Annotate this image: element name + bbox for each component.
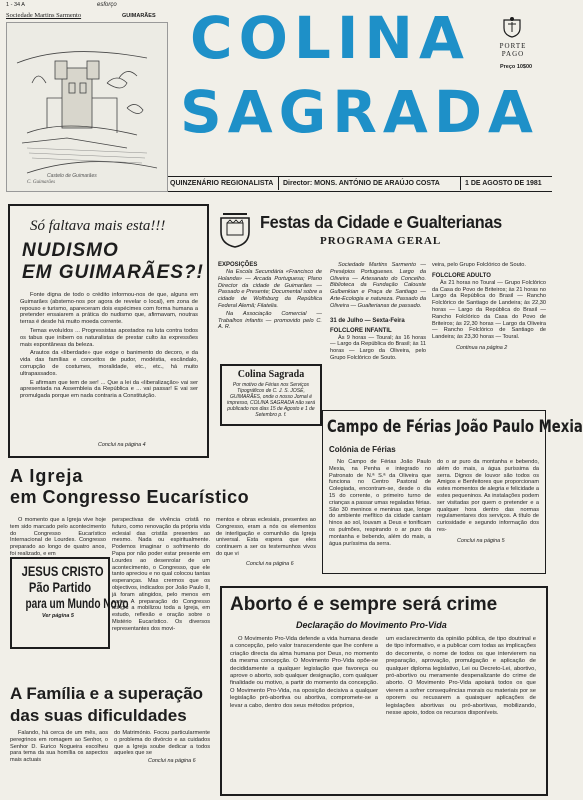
campo-article	[322, 410, 583, 574]
igreja-col-1	[10, 517, 106, 558]
familia-continue: Conclui na página 6	[148, 758, 196, 765]
city-label: GUIMARÃES	[122, 13, 156, 19]
festas-col3-top: veira, pelo Grupo Folclórico de Souto.	[432, 262, 526, 268]
title-line-2: SAGRADA	[180, 78, 539, 146]
festas-subhead: PROGRAMA GERAL	[320, 235, 442, 247]
corner-note: 1 - 34 A	[6, 2, 25, 8]
coat-of-arms-icon	[502, 16, 522, 38]
festas-col-1	[218, 262, 322, 332]
festas-col-3	[432, 262, 546, 352]
society-stamp: Sociedade Martins Sarmento	[6, 12, 82, 19]
igreja-continue: Conclui na página 6	[246, 560, 294, 567]
familia-col-2	[114, 730, 210, 765]
festas-col-2	[330, 262, 426, 363]
aborto-article	[220, 586, 548, 796]
jesus-line-3: para um Mundo Novo	[25, 595, 129, 611]
porte-line-1: PORTE	[499, 42, 527, 50]
igreja-col-2	[112, 517, 210, 633]
issue-date: 1 DE AGOSTO DE 1981	[460, 177, 542, 190]
aborto-subhead: Declaração do Movimento Pro-Vida	[296, 620, 447, 630]
nudism-article	[8, 204, 209, 458]
nudism-p2: Temas evoluídos ... Progressistas apostados na luta contra todos os tabus que inibem os naturalistas de prestar culto às expressões mais espontâneas da beleza.	[20, 327, 198, 348]
aborto-col-2	[386, 636, 536, 717]
igreja-headline-1: A Igreja	[10, 466, 84, 486]
jesus-continue: Ver página 5	[42, 613, 74, 619]
aborto-col-1	[230, 636, 378, 710]
familia-col-1	[10, 730, 108, 764]
aborto-col2-text: um esclarecimento da opinião pública, de tipo doutrinal e de tipo informativo, e a publicar com todas as implicações do decorrente, o nome de todos os que intervierem na preparação, aprovação, promulgação e aplicação de qualquer diploma legislativo, Lei ou Decreto-Lei, abortivo, pró-abortivo ou meramente despenalizante do crime de aborto. O Movimento Pro-Vida apoiará todos os que vierem a sofrer consequências morais ou materiais por se oporem ou recusarem a quaisquer aplicações de legislações abortivas ou pró-abortivas, mobilizando, nesse apoio, todos os recursos disponíveis.	[386, 636, 536, 717]
price: Preço 10$00	[500, 64, 533, 70]
nudism-continue: Conclui na página 4	[98, 442, 146, 448]
expo-text-2: Na Associação Comercial — Trabalhos infantis — promovido pelo C. A. R.	[218, 310, 322, 331]
notice-text: Por motivo de Férias nos Serviços Tipográficos de C. J. S. JOSÉ, GUIMARÃES, onde o nosso Jornal é impresso, COLINA SAGRADA não será publicado nos dias 15 de Agosto e 1 de Setembro p. f.	[227, 382, 315, 418]
folclore-infantil-text: Às 9 horas — Toural; às 16 horas — Largo da República do Brasil; às 11 horas — Largo da Oliveira, pelo Grupo Folclórico de Souto.	[330, 334, 426, 361]
campo-subhead: Colónia de Férias	[329, 445, 396, 454]
igreja-col3-text: mentos e obras eclesiais, presentes ao Congresso, eram a nós os elementos de interligação e comunhão da Igreja universal. Esta espera que eles continuem a ser os testemunhos vivos do que vi	[216, 517, 316, 557]
expo-title: EXPOSIÇÕES	[218, 262, 258, 268]
igreja-col1-text: O momento que a Igreja vive hoje tem sido marcado pelo acontecimento do Congresso Eucarístico Internacional de Lourdes. Congresso preparado ao longo de quatro anos, foi realizado, e em	[10, 517, 106, 557]
subtitle: QUINZENÁRIO REGIONALISTA	[170, 180, 274, 187]
sketch-signature: C. Guimarães	[27, 180, 56, 185]
title-line-1: COLINA	[190, 4, 470, 72]
campo-continue: Conclui na página 5	[457, 537, 505, 544]
notice-box	[220, 364, 322, 426]
expo-text-1: Na Escola Secundária «Francisco de Holanda» — Arcada Portuguesa; Plano Director da cidade de Guimarães — Passado e Presente; Documental sobre a cidade de Wolfsburg da República Federal Alemã; Filatelia.	[218, 269, 322, 309]
nudism-kicker: Só faltava mais esta!!!	[30, 218, 166, 234]
campo-headline: Campo de Férias João Paulo Mexia	[327, 417, 583, 437]
sketch-caption: Castelo de Guimarães	[47, 173, 97, 179]
masthead-info-bar	[168, 176, 552, 192]
castle-sketch	[6, 22, 168, 192]
familia-headline-2: das suas dificuldades	[10, 706, 187, 725]
festas-continue: Continua na página 2	[456, 344, 508, 351]
nudism-p4: E afirmam que tem de ser! ... Que a lei da «liberalização» vai ser apresentada na Assembleia da República e ... vai passar! E vai ser promulgada porque em nada contraria a Constituição.	[20, 379, 198, 400]
aborto-col1-text: O Movimento Pro-Vida defende a vida humana desde a concepção, pelo valor transcendente que lhe confere a criação directa da alma humana por Deus, no momento da mesma concepção. O Movimento Pro-Vida opõe-se decididamente a qualquer legislação que favoreça ou aprove o aborto, sob qualquer designação, com qualquer finalidade ou motivo, a partir do momento da concepção. O Movimento Pro-Vida, na oposição decisiva a qualquer legislação pró-abortiva ou abortiva, compromete-se a levar a cabo, dentro dos seus métodos próprios,	[230, 636, 378, 709]
aborto-headline: Aborto é e sempre será crime	[230, 594, 498, 615]
festas-crest-icon	[218, 212, 252, 248]
campo-col-2	[437, 459, 539, 544]
festas-july31: 31 de Julho — Sexta-Feira	[330, 317, 405, 324]
porte-pago	[494, 42, 532, 58]
campo-col-1	[329, 459, 431, 547]
nudism-headline-2: EM GUIMARÃES?!	[22, 262, 204, 283]
jesus-line-1: JESUS CRISTO	[21, 563, 104, 579]
familia-headline-1: A Família e a superação	[10, 684, 204, 703]
familia-col1-text: Falando, há cerca de um mês, aos peregrinos em romagem ao Senhor, o Senhor D. Eurico Nogueira escolheu para tema da sua homília os aspectos mais actuais	[10, 730, 108, 764]
castle-sketch-drawing	[7, 23, 167, 191]
igreja-headline-2: em Congresso Eucarístico	[10, 487, 250, 507]
folclore-adulto-text: Às 21 horas no Toural — Grupo Folclórico da Casa do Povo de Briteiros; às 21 horas no Largo da República do Brasil — Rancho Folclórico de Santiago de Landeira; às 22,30 horas — Largo da República do Brasil — Rancho Folclórico da Casa do Povo de Briteiros; às 22,30 horas — Largo da Oliveira — Rancho Folclórico de Santiago de Landeira; às 23,30 horas — Toural.	[432, 279, 546, 341]
festas-headline: Festas da Cidade e Gualterianas	[260, 212, 502, 232]
jesus-box	[10, 557, 129, 649]
igreja-col-3	[216, 517, 316, 567]
igreja-col2-text: perspectivas de vivência cristã no futuro, como renovação da própria vida eclesial das cristãs presentes ao mesmo. Nada ou espiritualmente. Podemos imaginar o sofrimento do Papa por não poder estar presente em Lourdes ao desenrolar de um acontecimento, o Congresso, que ele tanto apreciou e no qual colocou tantas esperanças. Mas crermos que os objectivos, indicados por João Paulo II, já foram atingidos, pelo menos em parte. A preparação do Congresso atingiu a mobilizou toda a Igreja, em estudo, reflexão e oração sobre o Mistério Eucarístico. Os diversos representantes dos movi-	[112, 517, 210, 632]
notice-title: Colina Sagrada	[237, 369, 305, 380]
nudism-body	[20, 292, 198, 402]
festas-col2-text: Sociedade Martins Sarmento — Presépios Portugueses. Largo da Oliveira — Artesanato do Concelho. Biblioteca da Fundação Calouste Gulbenkian e Praça de Santiago — Arte-Ecologia e natureza. Passado da Oliveira — Gualterianas de passado.	[330, 262, 426, 309]
folclore-infantil-title: FOLCLORE INFANTIL	[330, 327, 392, 334]
campo-col2-text: do o ar puro da montanha e bebendo, além do mais, a água puríssima da serra. Dignos de louvor são todos os Amigos e Benfeitores que proporcionam estes momentos de alegria e felicidade a estes pequeninos. As instalações podem ser visitadas por quem o pretender e a qualquer hora dentro das normas regulamentares dos serviços. A título de curiosidade e segundo informação dos res-	[437, 459, 539, 533]
jesus-line-2: Pão Partido	[28, 579, 92, 595]
director: Director: MONS. ANTÓNIO DE ARAÚJO COSTA	[278, 177, 440, 190]
nudism-p1: Fonte digna de todo o crédito informou-nos de que, alguns em Guimarães (abstemo-nos por agora de revelar o local), em zona de repouso e turismo, apareceram dois espécimes com forma humana a pretender ensaiarem a prática do nudismo que, afirmavam, noutras terras é desde há muito moeda corrente.	[20, 292, 198, 326]
folclore-adulto-title: FOLCLORE ADULTO	[432, 272, 491, 279]
nudism-headline-1: NUDISMO	[22, 240, 119, 261]
campo-col1-text: No Campo de Férias João Paulo Mexia, na Penha e integrado no Patronato de N.ª S.ª da Oliveira que funciona no Centro Pastoral de Colegiada, encontram-se, desde o dia 15 do corrente, o primeiro turno de crianças a passar umas regaladas férias. São 30 meninos e meninas que, longe do ambiente mefítico da cidade cantam hinos ao sol, louvam a Deus e tonificam os pulmões, respirando o ar puro da montanha e bebendo, além do mais, a água puríssima da serra.	[329, 459, 431, 547]
nudism-p3: Arautos da «liberdade» que exige o banimento do decoro, e da vida das famílias e conceitos de pudor, modéstia, escândalo, corrupção de costumes, moralidade, etc., etc., há muito ultrapassados.	[20, 350, 198, 377]
familia-col2-text: do Matrimónio. Focou particularmente o problema do divórcio e as cuidados que a Igreja soube dedicar a todos aqueles que se	[114, 730, 210, 757]
porte-line-2: PAGO	[501, 50, 525, 58]
corner-note-2: esforço	[97, 2, 117, 8]
